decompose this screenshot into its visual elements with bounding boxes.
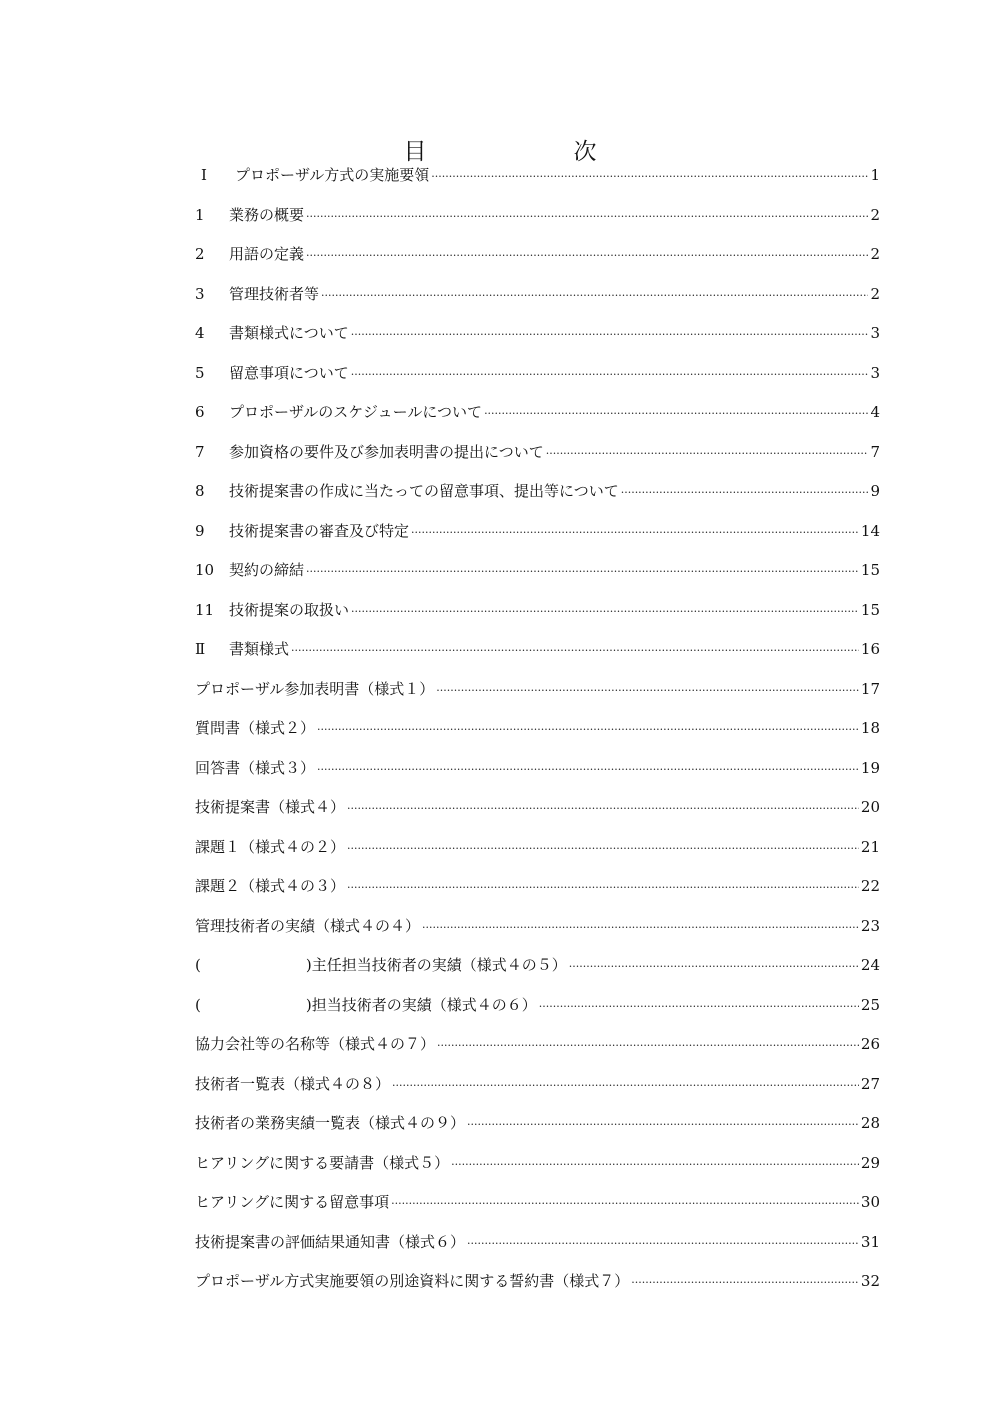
toc-entry[interactable] — [195, 1190, 880, 1214]
toc-entry-number: Ⅱ — [195, 640, 206, 658]
toc-entry-page-number: 21 — [860, 837, 880, 856]
toc-dot-leader — [484, 402, 868, 426]
toc-entry-label: 用語の定義 — [229, 245, 305, 263]
toc-entry-label: 協力会社等の名称等（様式４の７） — [195, 1035, 436, 1053]
toc-dot-leader — [437, 1034, 859, 1058]
toc-entry-page-number: 20 — [860, 798, 880, 816]
toc-dot-leader — [317, 758, 859, 782]
toc-entry[interactable] — [195, 1269, 880, 1293]
toc-entry-label: ( )主任担当技術者の実績（様式４の５） — [195, 956, 567, 974]
toc-entry-label: 課題２（様式４の３） — [195, 877, 346, 895]
toc-entry[interactable] — [195, 677, 880, 701]
toc-entry-number: 3 — [195, 284, 205, 303]
toc-title: 目 次 — [403, 139, 659, 166]
toc-dot-leader — [631, 1271, 859, 1295]
toc-entry[interactable] — [195, 1111, 880, 1135]
toc-entry-label: 留意事項について — [229, 363, 349, 382]
toc-entry-page-number: 29 — [860, 1153, 880, 1172]
toc-entry-page-number: 32 — [860, 1272, 880, 1290]
toc-dot-leader — [351, 600, 859, 624]
toc-dot-leader — [347, 876, 859, 900]
toc-entry[interactable] — [195, 519, 880, 543]
toc-entry-label: 契約の締結 — [229, 561, 305, 579]
toc-entry-number: 7 — [195, 442, 205, 461]
toc-entry[interactable] — [195, 756, 880, 780]
toc-entry[interactable] — [195, 795, 880, 819]
toc-dot-leader — [291, 639, 859, 663]
toc-dot-leader — [306, 244, 868, 268]
toc-entry[interactable] — [195, 558, 880, 582]
toc-entry-label: 管理技術者等 — [229, 284, 320, 303]
toc-entry-label: ( )担当技術者の実績（様式４の６） — [195, 995, 537, 1014]
toc-entry[interactable] — [195, 1032, 880, 1056]
toc-entry-label: 質問書（様式２） — [195, 719, 316, 737]
toc-dot-leader — [569, 955, 859, 979]
toc-entry-label: 技術提案の取扱い — [229, 600, 350, 619]
toc-entry-label: ヒアリングに関する要請書（様式５） — [195, 1153, 450, 1172]
toc-entry-page-number: 31 — [860, 1232, 880, 1251]
toc-entry-page-number: 14 — [860, 521, 880, 540]
toc-dot-leader — [431, 165, 868, 189]
toc-entry-page-number: 24 — [860, 956, 880, 974]
toc-entry-page-number: 16 — [860, 640, 880, 658]
toc-entry[interactable] — [195, 242, 880, 266]
toc-dot-leader — [347, 797, 859, 821]
toc-entry[interactable] — [195, 835, 880, 859]
toc-entry[interactable] — [195, 953, 880, 977]
toc-entry-label: 技術提案書の作成に当たっての留意事項、提出等について — [229, 482, 619, 500]
toc-entry[interactable] — [195, 598, 880, 622]
toc-entry-page-number: 7 — [870, 442, 880, 461]
toc-dot-leader — [321, 284, 868, 308]
toc-entry-page-number: 22 — [860, 877, 880, 895]
toc-entry[interactable] — [195, 716, 880, 740]
toc-entry-page-number: 23 — [860, 916, 880, 935]
toc-dot-leader — [539, 995, 859, 1019]
toc-dot-leader — [347, 837, 859, 861]
toc-dot-leader — [467, 1113, 859, 1137]
toc-entry-page-number: 3 — [870, 324, 880, 342]
toc-entry-page-number: 2 — [870, 245, 880, 263]
toc-entry-label: 回答書（様式３） — [195, 758, 316, 777]
toc-dot-leader — [306, 205, 868, 229]
toc-entry-page-number: 9 — [870, 482, 880, 500]
toc-dot-leader — [467, 1232, 859, 1256]
toc-entry-label: 管理技術者の実績（様式４の４） — [195, 916, 421, 935]
toc-entry[interactable] — [195, 1151, 880, 1175]
toc-entry-page-number: 27 — [860, 1074, 880, 1093]
toc-entry-label: 技術提案書（様式４） — [195, 798, 346, 816]
toc-dot-leader — [422, 916, 859, 940]
toc-entry-page-number: 18 — [860, 719, 880, 737]
toc-dot-leader — [351, 323, 868, 347]
toc-entry-page-number: 19 — [860, 758, 880, 777]
toc-entry-label: 参加資格の要件及び参加表明書の提出について — [229, 442, 544, 461]
toc-entry[interactable] — [195, 993, 880, 1017]
toc-entry-number: 6 — [195, 403, 205, 421]
toc-entry-label: 業務の概要 — [229, 205, 305, 224]
toc-dot-leader — [306, 560, 859, 584]
toc-entry[interactable] — [195, 1072, 880, 1096]
toc-dot-leader — [391, 1192, 859, 1216]
toc-entry-page-number: 2 — [870, 284, 880, 303]
toc-entry[interactable] — [195, 203, 880, 227]
toc-dot-leader — [392, 1074, 859, 1098]
toc-entry[interactable] — [195, 282, 880, 306]
toc-entry-page-number: 3 — [870, 363, 880, 382]
toc-entry[interactable] — [195, 321, 880, 345]
toc-entry[interactable] — [195, 1230, 880, 1254]
toc-entry-number: 11 — [195, 600, 215, 619]
toc-entry-number: Ⅰ — [201, 166, 207, 184]
toc-entry-label: 課題１（様式４の２） — [195, 837, 346, 856]
toc-entry[interactable] — [195, 361, 880, 385]
toc-entry-number: 5 — [195, 363, 205, 382]
toc-entry-page-number: 17 — [860, 679, 880, 698]
toc-entry-page-number: 26 — [860, 1035, 880, 1053]
toc-entry-number: 2 — [195, 245, 205, 263]
toc-entry-label: プロポーザル参加表明書（様式１） — [195, 679, 435, 698]
toc-dot-leader — [546, 442, 868, 466]
toc-entry-label: 技術提案書の評価結果通知書（様式６） — [195, 1232, 466, 1251]
toc-entry-page-number: 4 — [870, 403, 880, 421]
toc-entry-label: 書類様式 — [229, 640, 290, 658]
toc-entry-number: 8 — [195, 482, 205, 500]
toc-entry-label: プロポーザル方式実施要領の別途資料に関する誓約書（様式７） — [195, 1272, 630, 1290]
toc-dot-leader — [436, 679, 859, 703]
toc-entry-page-number: 15 — [860, 600, 880, 619]
toc-entry-label: 技術者一覧表（様式４の８） — [195, 1074, 391, 1093]
toc-entry[interactable] — [195, 874, 880, 898]
toc-entry[interactable] — [195, 440, 880, 464]
toc-dot-leader — [317, 718, 859, 742]
toc-entry-number: 10 — [195, 561, 215, 579]
toc-entry-label: プロポーザル方式の実施要領 — [235, 166, 430, 184]
toc-entry-page-number: 30 — [860, 1193, 880, 1211]
toc-entry-page-number: 15 — [860, 561, 880, 579]
toc-entry-label: 技術者の業務実績一覧表（様式４の９） — [195, 1114, 466, 1132]
toc-entry-page-number: 25 — [860, 995, 880, 1014]
toc-entry-page-number: 28 — [860, 1114, 880, 1132]
toc-entry-page-number: 2 — [870, 205, 880, 224]
toc-entry-number: 4 — [195, 324, 205, 342]
toc-entry-label: ヒアリングに関する留意事項 — [195, 1193, 390, 1211]
toc-dot-leader — [411, 521, 859, 545]
toc-entry-label: プロポーザルのスケジュールについて — [229, 403, 483, 421]
toc-entry[interactable] — [195, 479, 880, 503]
toc-entry-label: 書類様式について — [229, 324, 349, 342]
toc-entry-page-number: 1 — [870, 166, 880, 184]
toc-entry[interactable] — [195, 914, 880, 938]
toc-entry-number: 1 — [195, 205, 205, 224]
toc-entry[interactable] — [195, 400, 880, 424]
toc-entry-number: 9 — [195, 521, 205, 540]
toc-entry[interactable] — [195, 163, 880, 187]
toc-dot-leader — [451, 1153, 859, 1177]
toc-dot-leader — [621, 481, 868, 505]
toc-entry-label: 技術提案書の審査及び特定 — [229, 521, 410, 540]
toc-entry[interactable] — [195, 637, 880, 661]
toc-dot-leader — [351, 363, 868, 387]
